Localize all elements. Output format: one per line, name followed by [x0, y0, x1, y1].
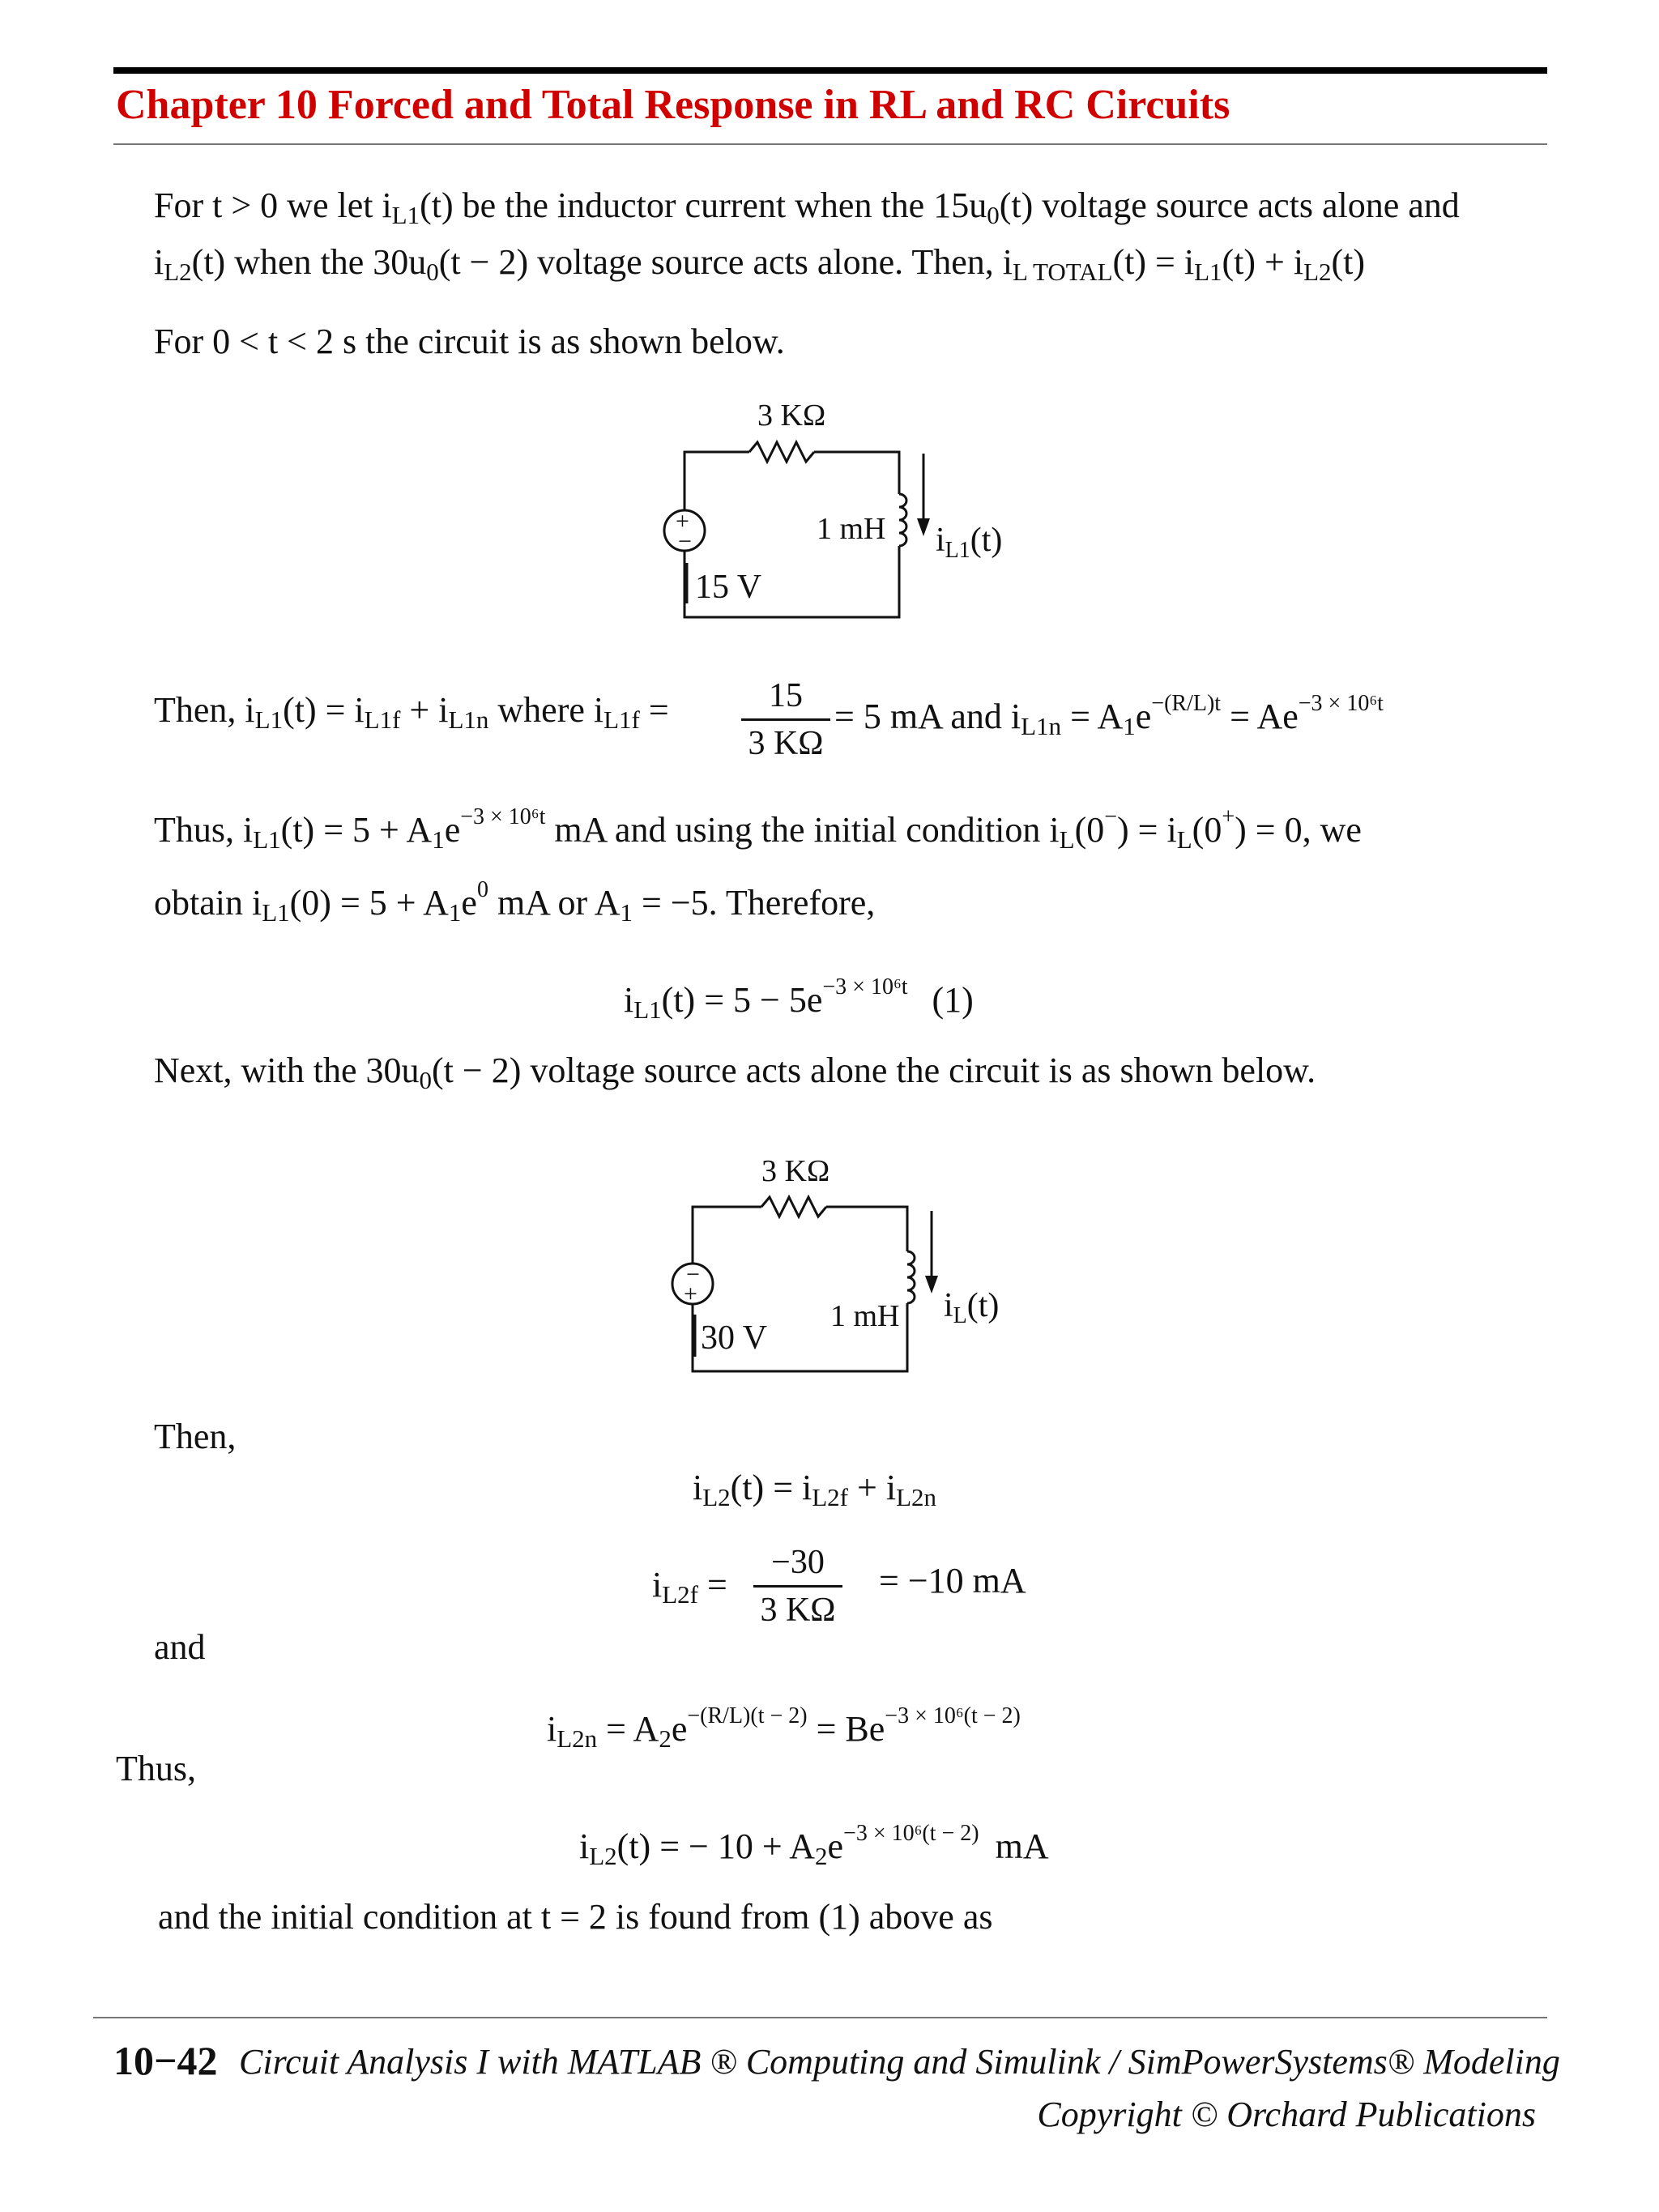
page-number: 10−42: [113, 2038, 218, 2083]
book-title: Circuit Analysis I with MATLAB ® Computing and Simulink / SimPowerSystems® Modeling: [239, 2042, 1560, 2082]
current-label: iL(t): [944, 1287, 1000, 1328]
inductor-label: 1 mH: [817, 512, 886, 546]
thus-line-2: obtain $i_{L1}(0) = 5 + A_1e^0$ mA or $A_1 = -5$. Therefore,: [154, 877, 876, 927]
equation-il2n: $i_{L2n} = A_2e^{-(R/L)(t - 2)} = Be^{-3 \times 10^6(t - 2)}$: [547, 1703, 1021, 1753]
inductor-label: 1 mH: [830, 1299, 900, 1333]
thus-label: Thus,: [116, 1749, 196, 1788]
copyright: Copyright © Orchard Publications: [1037, 2095, 1536, 2134]
minus-sign: −: [678, 528, 692, 555]
resistor-zigzag: [749, 442, 814, 462]
current-arrow-head: [925, 1276, 938, 1294]
resistor-label: 3 KΩ: [761, 1154, 830, 1188]
next-paragraph: Next, with the $30u_0(t - 2)$ voltage source acts alone the circuit is as shown below.: [154, 1051, 1316, 1094]
wire-top-left: [693, 1207, 761, 1264]
circuit-diagram-1: [632, 397, 1053, 640]
wire-top-right: [826, 1207, 907, 1251]
fraction-minus30-over-3k: −30 3 KΩ: [753, 1543, 842, 1630]
equation-il2f-result: = −10 mA: [879, 1561, 1026, 1600]
resistor-zigzag: [761, 1197, 826, 1217]
footer-rule: [93, 2017, 1547, 2018]
inductor-coil: [899, 494, 906, 546]
plus-sign: +: [684, 1281, 697, 1307]
equation-il2: $i_{L2}(t) = i_{L2f} + i_{L2n}$: [693, 1468, 936, 1511]
paragraph-line-1: For t > 0 we let $i_{L1}(t)$ be the inductor current when the $15u_0(t)$ voltage source acts alone and: [154, 185, 1460, 229]
chapter-title: Chapter 10 Forced and Total Response in RL and RC Circuits: [116, 82, 1230, 128]
final-paragraph: and the initial condition at t = 2 is found from (1) above as: [158, 1897, 993, 1937]
current-label: iL1(t): [936, 522, 1003, 563]
then-equation-continued: = 5 mA and $i_{L1n} = A_1e^{-(R/L)t} = Ae^{-3 \times 10^6t}$: [834, 691, 1384, 740]
equation-1: $i_{L1}(t) = 5 - 5e^{-3 \times 10^6t}$ (1): [624, 974, 974, 1024]
paragraph-intro-circuit1: For 0 < t < 2 s the circuit is as shown below.: [154, 322, 785, 361]
current-arrow-head: [917, 518, 930, 536]
then-label: Then,: [154, 1417, 237, 1456]
minus-sign: −: [686, 1261, 700, 1288]
plus-sign: +: [676, 508, 689, 535]
header-divider: [113, 143, 1547, 145]
source-label: 15 V: [695, 569, 762, 606]
circuit-diagram-2: [640, 1154, 1061, 1397]
source-label: 30 V: [701, 1319, 768, 1357]
equation-il2-full: $i_{L2}(t)$ = − $10 + A_2e^{-3 \times 10^6(t - 2)}$ mA: [579, 1821, 1049, 1870]
resistor-label: 3 KΩ: [757, 399, 826, 433]
wire-top-right: [814, 452, 899, 494]
then-equation: Then, $i_{L1}(t) = i_{L1f} + i_{L1n}$ where $i_{L1f}$ =: [154, 690, 669, 734]
and-label: and: [154, 1627, 206, 1667]
equation-il2f: $i_{L2f}$ =: [652, 1565, 727, 1609]
thus-line-1: Thus, $i_{L1}(t) = 5 + A_1e^{-3 \times 10^6t}$ mA and using the initial condition $i_L(0^-) = i_L(0^+) = 0$, we: [154, 804, 1362, 854]
wire-top-left: [684, 452, 749, 510]
header-rule: [113, 67, 1547, 74]
paragraph-line-2: $i_{L2}(t)$ when the $30u_0(t - 2)$ voltage source acts alone. Then, $i_{L TOTAL}(t) = i_{L1}(t) + i_{L2}(t)$: [154, 242, 1366, 286]
fraction-15-over-3k: 15 3 KΩ: [741, 676, 830, 763]
inductor-coil: [907, 1251, 915, 1303]
